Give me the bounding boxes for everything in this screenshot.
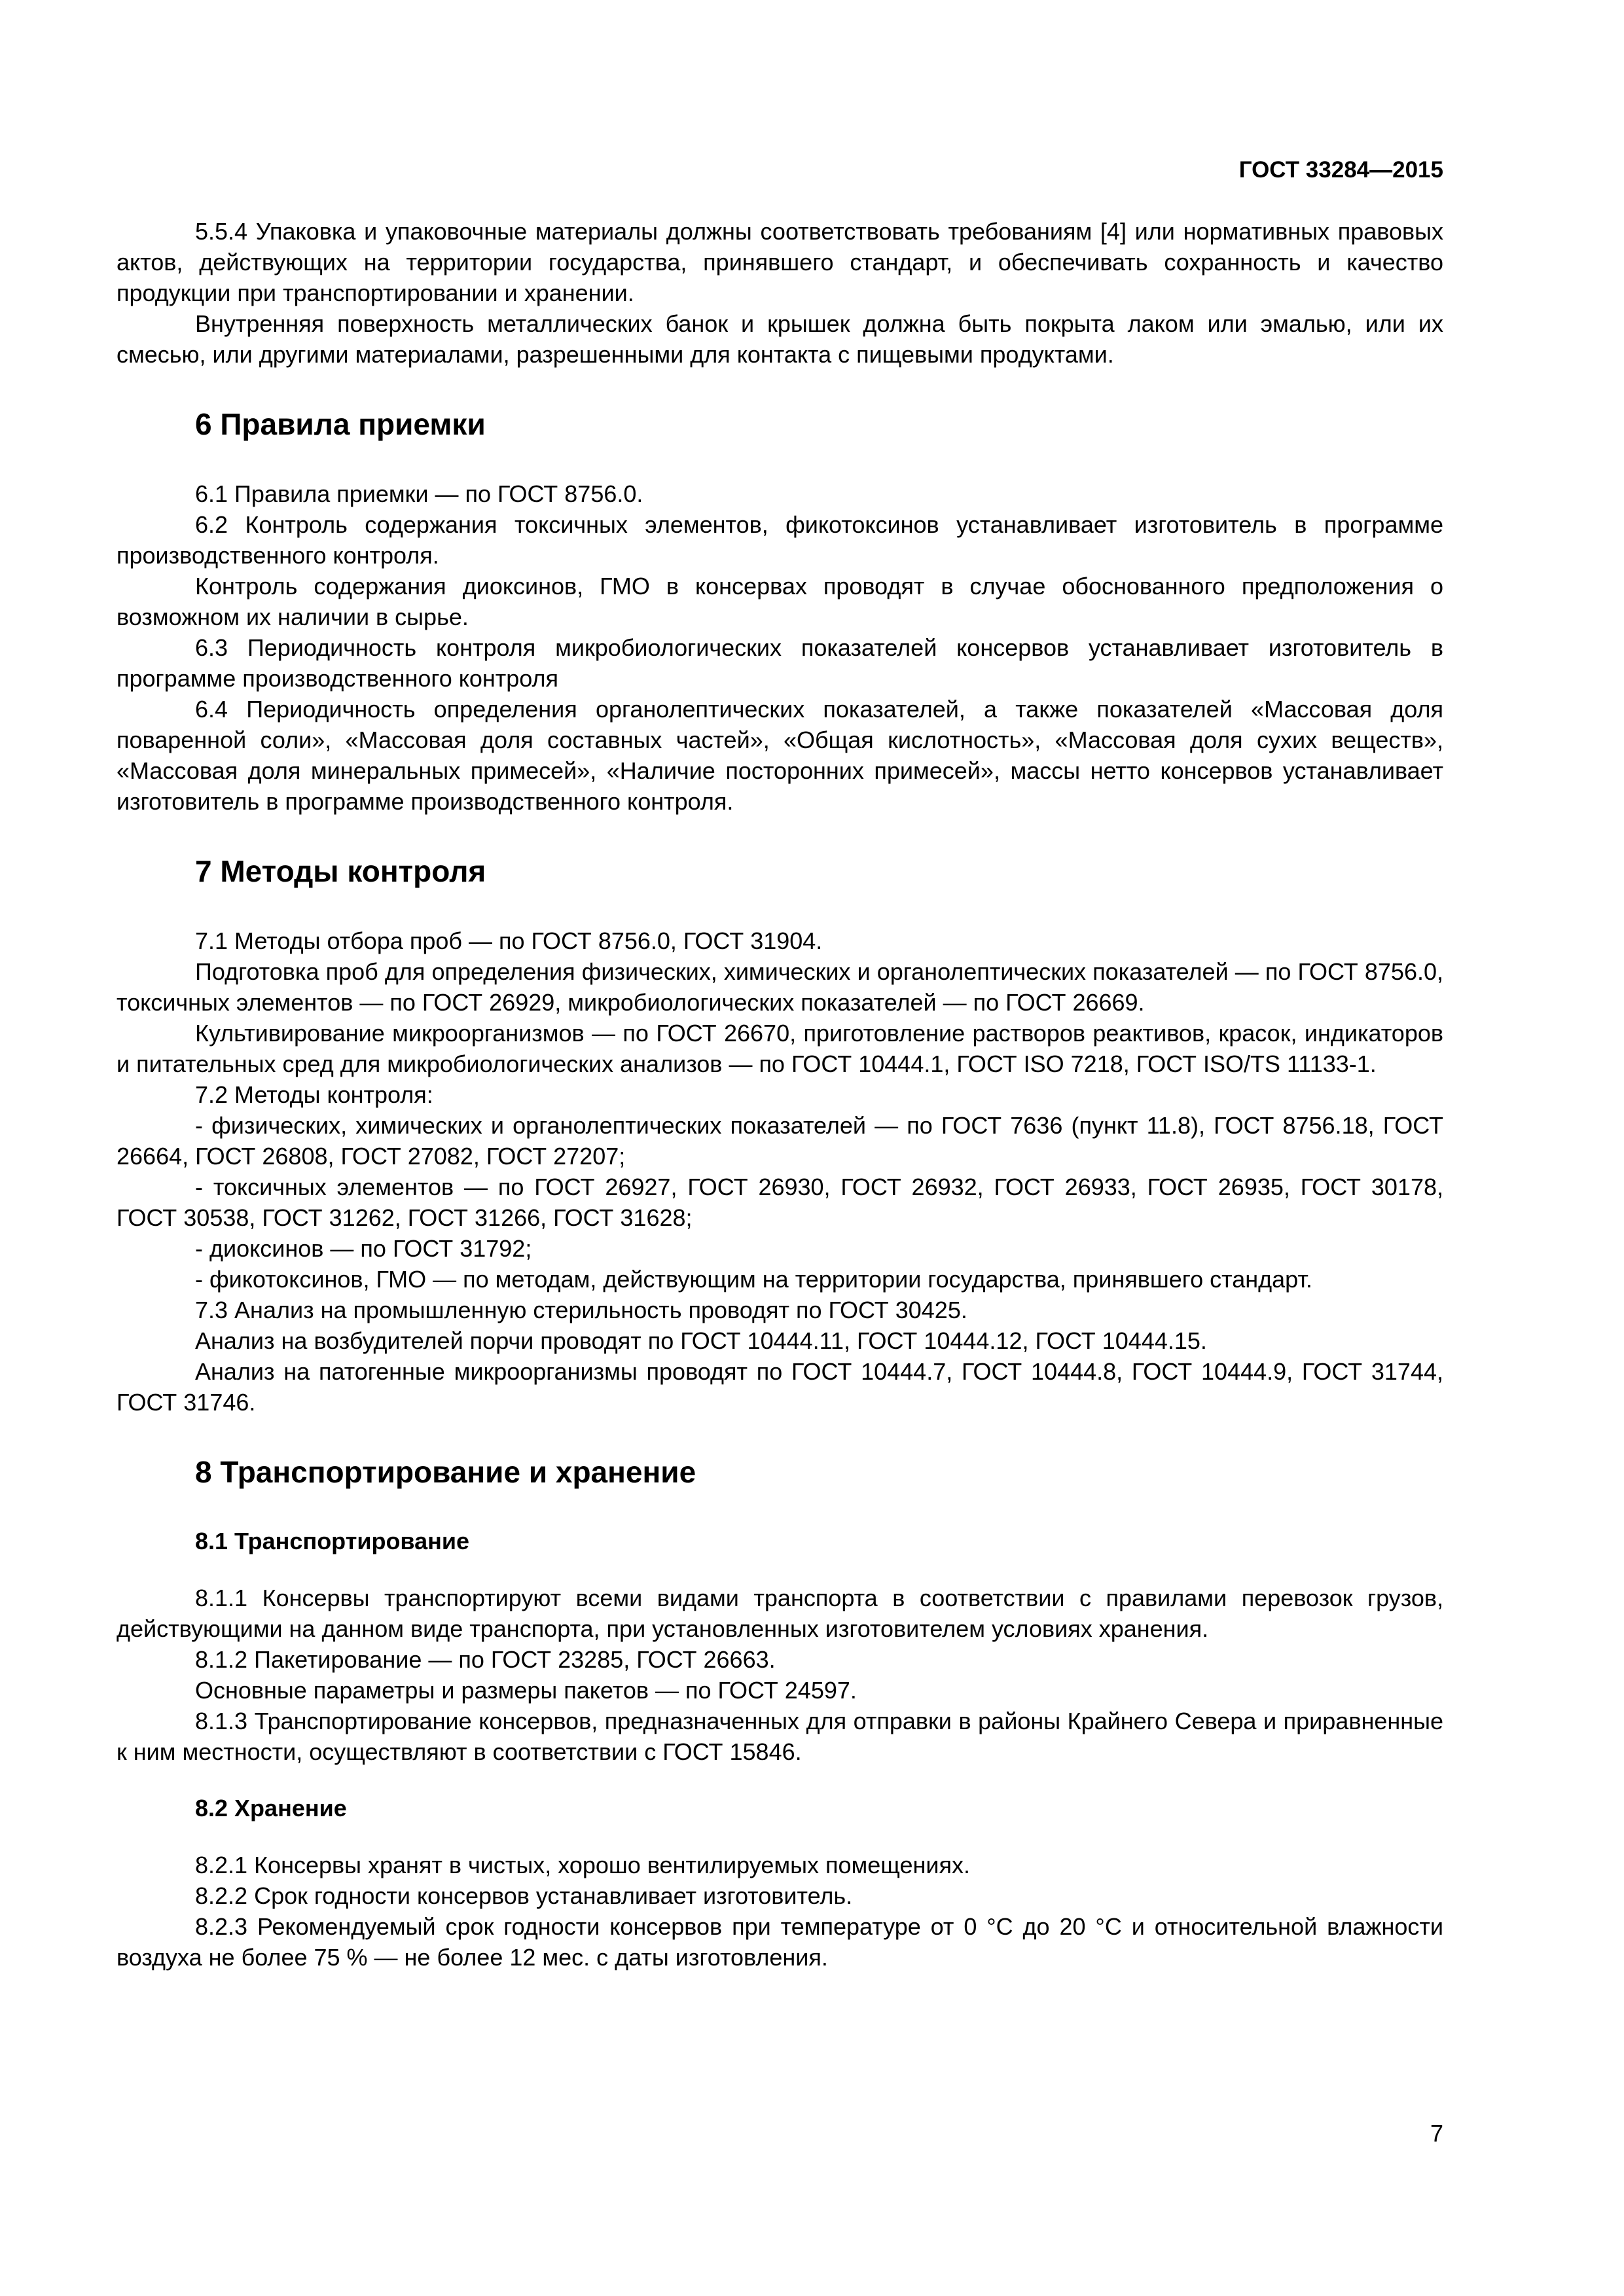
paragraph-8-2-1: 8.2.1 Консервы хранят в чистых, хорошо вентилируемых помещениях. bbox=[195, 1852, 971, 1878]
list-item-dioxins: - диоксинов — по ГОСТ 31792; bbox=[195, 1235, 532, 1262]
paragraph-6-2: 6.2 Контроль содержания токсичных элементов, фикотоксинов устанавливает изготовитель в программе производственного контроля. bbox=[117, 511, 1443, 569]
document-code-header: ГОСТ 33284—2015 bbox=[1238, 157, 1443, 183]
paragraph-6-2-dioxins: Контроль содержания диоксинов, ГМО в консервах проводят в случае обоснованного предположения о возможном их наличии в сырье. bbox=[117, 573, 1443, 630]
paragraph-6-4: 6.4 Периодичность определения органолептических показателей, а также показателей «Массовая доля поваренной соли», «Массовая доля составных частей», «Общая кислотность», «Массовая доля сухих веществ», «Массовая доля минеральных примесей», «Наличие посторонних примесей», массы нетто консервов устанавливает изготовитель в программе производственного контроля. bbox=[117, 696, 1443, 815]
paragraph-6-3: 6.3 Периодичность контроля микробиологических показателей консервов устанавливает изготовитель в программе производственного контроля bbox=[117, 634, 1443, 692]
paragraph-8-1-1: 8.1.1 Консервы транспортируют всеми видами транспорта в соответствии с правилами перевозок грузов, действующими на данном виде транспорта, при установленных изготовителем условиях хранения. bbox=[117, 1585, 1443, 1642]
section-6-title: 6 Правила приемки bbox=[195, 407, 486, 441]
paragraph-7-2: 7.2 Методы контроля: bbox=[195, 1081, 433, 1108]
list-item-phycotoxins: - фикотоксинов, ГМО — по методам, действующим на территории государства, принявшего стандарт. bbox=[195, 1266, 1312, 1293]
subsection-8-1-title: 8.1 Транспортирование bbox=[195, 1528, 470, 1554]
paragraph-5-5-4: 5.5.4 Упаковка и упаковочные материалы должны соответствовать требованиям [4] или нормативных правовых актов, действующих на территории государства, принявшего стандарт, и обеспечивать сохранность и качество продукции при транспортировании и хранении. bbox=[117, 218, 1443, 306]
page-content bbox=[117, 216, 1443, 1973]
list-item-physical-chemical: - физических, химических и органолептических показателей — по ГОСТ 7636 (пункт 11.8), ГОСТ 8756.18, ГОСТ 26664, ГОСТ 26808, ГОСТ 27082, ГОСТ 27207; bbox=[117, 1112, 1443, 1170]
subsection-8-2-title: 8.2 Хранение bbox=[195, 1795, 347, 1821]
section-7-title: 7 Методы контроля bbox=[195, 854, 486, 888]
paragraph-8-2-2: 8.2.2 Срок годности консервов устанавливает изготовитель. bbox=[195, 1882, 853, 1909]
paragraph-8-2-3: 8.2.3 Рекомендуемый срок годности консервов при температуре от 0 °С до 20 °С и относительной влажности воздуха не более 75 % — не более 12 мес. с даты изготовления. bbox=[117, 1913, 1443, 1971]
list-item-toxic-elements: - токсичных элементов — по ГОСТ 26927, ГОСТ 26930, ГОСТ 26932, ГОСТ 26933, ГОСТ 26935, ГОСТ 30178, ГОСТ 30538, ГОСТ 31262, ГОСТ 31266, ГОСТ 31628; bbox=[117, 1174, 1443, 1231]
page-number: 7 bbox=[1430, 2120, 1443, 2147]
paragraph-7-3: 7.3 Анализ на промышленную стерильность проводят по ГОСТ 30425. bbox=[195, 1297, 967, 1323]
paragraph-7-1-sample-prep: Подготовка проб для определения физических, химических и органолептических показателей — по ГОСТ 8756.0, токсичных элементов — по ГОСТ 26929, микробиологических показателей — по ГОСТ 26669. bbox=[117, 958, 1443, 1016]
paragraph-7-3-spoilage: Анализ на возбудителей порчи проводят по ГОСТ 10444.11, ГОСТ 10444.12, ГОСТ 10444.15. bbox=[195, 1327, 1207, 1354]
paragraph-7-3-pathogens: Анализ на патогенные микроорганизмы проводят по ГОСТ 10444.7, ГОСТ 10444.8, ГОСТ 10444.9, ГОСТ 31744, ГОСТ 31746. bbox=[117, 1358, 1443, 1416]
paragraph-6-1: 6.1 Правила приемки — по ГОСТ 8756.0. bbox=[195, 480, 643, 507]
paragraph-7-1-cultivation: Культивирование микроорганизмов — по ГОСТ 26670, приготовление растворов реактивов, красок, индикаторов и питательных сред для микробиологических анализов — по ГОСТ 10444.1, ГОСТ ISO 7218, ГОСТ ISO/TS 11133-1. bbox=[117, 1020, 1443, 1077]
paragraph-8-1-3: 8.1.3 Транспортирование консервов, предназначенных для отправки в районы Крайнего Севера и приравненные к ним местности, осуществляют в соответствии с ГОСТ 15846. bbox=[117, 1708, 1443, 1765]
paragraph-8-1-2-pallet-params: Основные параметры и размеры пакетов — по ГОСТ 24597. bbox=[195, 1677, 857, 1704]
paragraph-5-5-4-coating: Внутренняя поверхность металлических банок и крышек должна быть покрыта лаком или эмалью, или их смесью, или другими материалами, разрешенными для контакта с пищевыми продуктами. bbox=[117, 310, 1443, 368]
section-8-title: 8 Транспортирование и хранение bbox=[195, 1455, 696, 1489]
paragraph-8-1-2: 8.1.2 Пакетирование — по ГОСТ 23285, ГОСТ 26663. bbox=[195, 1646, 776, 1673]
paragraph-7-1: 7.1 Методы отбора проб — по ГОСТ 8756.0, ГОСТ 31904. bbox=[195, 927, 823, 954]
